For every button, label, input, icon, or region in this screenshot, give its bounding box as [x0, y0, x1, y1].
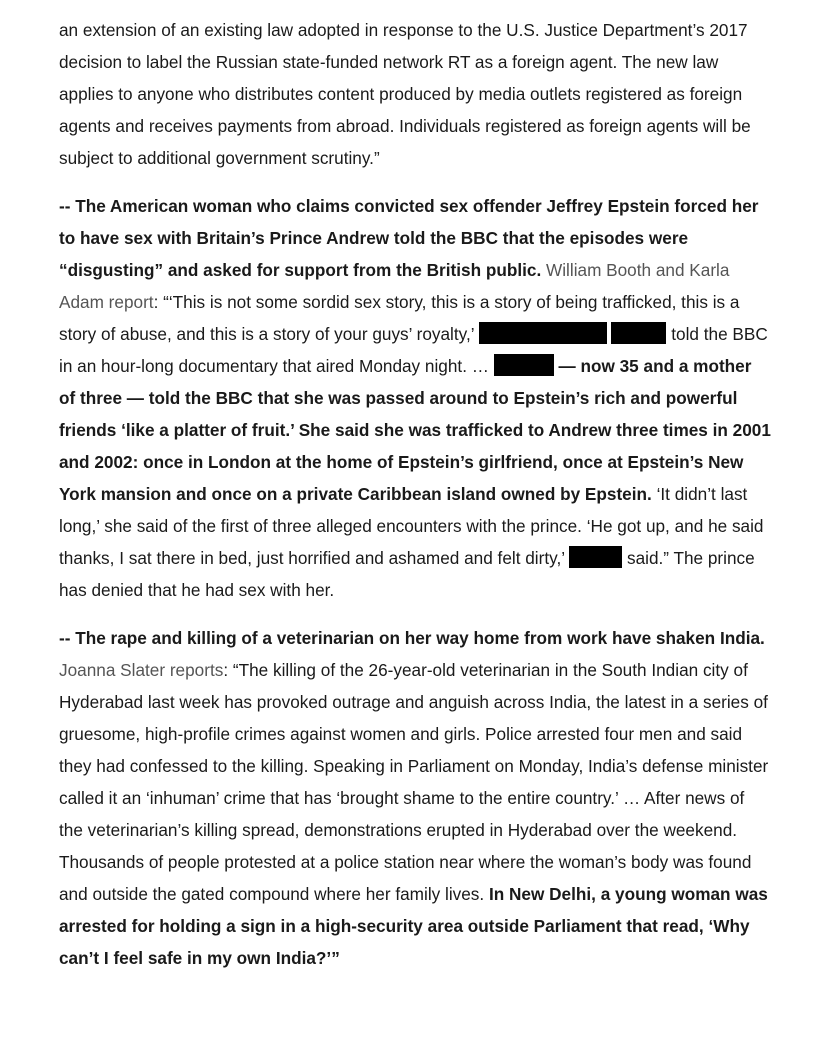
paragraph-india-story	[59, 622, 771, 974]
redaction-box	[569, 546, 622, 568]
paragraph-text: an extension of an existing law adopted in response to the U.S. Justice Department’s 2017 decision to label the Russian state-funded network RT as a foreign agent. The new law applies to anyone who distributes content produced by media outlets registered as foreign agents and receives payments from abroad. Individuals registered as foreign agents will be subject to additional government scrutiny.”	[59, 20, 751, 168]
redaction-box	[611, 322, 666, 344]
quote-text: told the BBC in an hour-long documentary that aired Monday night. …	[59, 324, 768, 376]
redaction-box	[494, 354, 554, 376]
paragraph-foreign-agents	[59, 14, 771, 174]
bold-passage: In New Delhi, a young woman was arrested for holding a sign in a high-security area outside Parliament that read, ‘Why can’t I feel safe in my own India?’”	[59, 884, 768, 968]
story-lead: -- The rape and killing of a veterinarian on her way home from work have shaken India.	[59, 628, 765, 648]
quote-text: : “The killing of the 26-year-old veterinarian in the South Indian city of Hyderabad last week has provoked outrage and anguish across India, the latest in a series of gruesome, high-profile crimes against women and girls. Police arrested four men and said they had confessed to the killing. Speaking in Parliament on Monday, India’s defense minister called it an ‘inhuman’ crime that has ‘brought shame to the entire country.’ … After news of the veterinarian’s killing spread, demonstrations erupted in Hyderabad over the weekend. Thousands of people protested at a police station near where the woman’s body was found and outside the gated compound where her family lives.	[59, 660, 769, 904]
byline-link[interactable]: Joanna Slater reports	[59, 660, 224, 680]
paragraph-epstein-story	[59, 190, 771, 606]
story-lead: -- The American woman who claims convicted sex offender Jeffrey Epstein forced her to have sex with Britain’s Prince Andrew told the BBC that the episodes were “disgusting” and asked for support from the British public.	[59, 196, 759, 280]
quote-text: : “‘This is not some sordid sex story, this is a story of being trafficked, this is a story of abuse, and this is a story of your guys’ royalty,’	[59, 292, 740, 344]
redaction-box	[479, 322, 607, 344]
quote-text: ‘It didn’t last long,’ she said of the first of three alleged encounters with the prince. ‘He got up, and he said thanks, I sat there in bed, just horrified and ashamed and felt dirty,’	[59, 484, 764, 568]
quote-text: said.” The prince has denied that he had sex with her.	[59, 548, 755, 600]
bold-passage: — now 35 and a mother of three — told the BBC that she was passed around to Epstein’s rich and powerful friends ‘like a platter of fruit.’ She said she was trafficked to Andrew three times in 2001 and 2002: once in London at the home of Epstein’s girlfriend, once at Epstein’s New York mansion and once on a private Caribbean island owned by Epstein.	[59, 356, 771, 504]
byline-link[interactable]: William Booth and Karla Adam report	[59, 260, 730, 312]
document-page	[59, 14, 771, 990]
